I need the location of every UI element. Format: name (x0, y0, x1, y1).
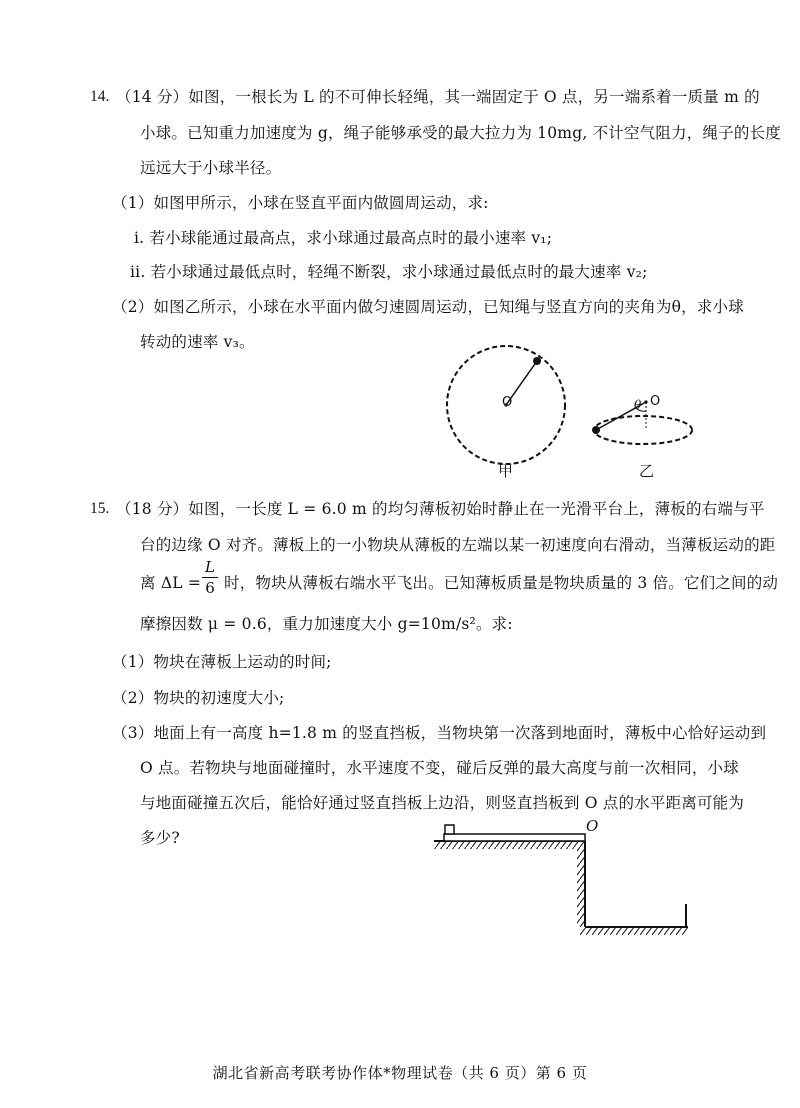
q14-number: 14. (90, 88, 110, 105)
small-block (445, 825, 454, 834)
jia-center-label: O (502, 395, 513, 410)
q14-part2-line1: （2）如图乙所示，小球在水平面内做匀速圆周运动，已知绳与竖直方向的夹角为θ，求小球 (112, 298, 744, 316)
fraction-numerator: L (205, 558, 215, 576)
yi-ellipse-path (594, 416, 692, 444)
q15-part3-line2: O 点。若物块与地面碰撞时，水平速度不变，碰后反弹的最大高度与前一次相同，小球 (140, 759, 739, 777)
q14-part2-line2: 转动的速率 v₃。 (140, 333, 255, 351)
page-footer: 湖北省新高考联考协作体*物理试卷（共 6 页）第 6 页 (212, 1064, 588, 1082)
q15-part1: （1）物块在薄板上运动的时间; (112, 653, 332, 671)
q15-part3-line4: 多少? (140, 829, 180, 847)
q14-stem-line2: 小球。已知重力加速度为 g，绳子能够承受的最大拉力为 10mg, 不计空气阻力，绳子的长度 (140, 124, 781, 142)
wall-hatch (577, 849, 585, 927)
jia-caption: 甲 (498, 462, 514, 480)
q14-stem-line1: （14 分）如图，一根长为 L 的不可伸长轻绳，其一端固定于 O 点，另一端系着一质量 m 的 (116, 88, 760, 106)
q14-part1: （1）如图甲所示，小球在竖直平面内做圆周运动，求: (112, 194, 489, 212)
fraction-bar (202, 577, 218, 578)
q14-part1-ii: ii. 若小球通过最低点时，轻绳不断裂，求小球通过最低点时的最大速率 v₂; (130, 263, 648, 281)
fraction-denominator: 6 (205, 579, 215, 597)
q15-part2: （2）物块的初速度大小; (112, 689, 285, 707)
platform-hatch (434, 842, 585, 849)
yi-point-label: O (650, 394, 661, 409)
q14-figures (440, 345, 700, 485)
q15-part3-line3: 与地面碰撞五次后，能恰好通过竖直挡板上边沿，则竖直挡板到 O 点的水平距离可能为 (140, 794, 745, 812)
q15-stem-line1: （18 分）如图，一长度 L = 6.0 m 的均匀薄板初始时静止在一光滑平台上，薄板的右端与平 (116, 500, 765, 518)
yi-caption: 乙 (639, 462, 655, 480)
q15-point-o-label: O (586, 817, 599, 835)
q14-part1-i: i. 若小球能通过最高点，求小球通过最高点时的最小速率 v₁; (134, 229, 553, 247)
thin-plank (444, 834, 585, 841)
q14-stem-line3: 远远大于小球半径。 (140, 159, 282, 177)
yi-ball (592, 426, 600, 434)
q15-figure (430, 815, 700, 940)
q15-stem-line3-post: 时，物块从薄板右端水平飞出。已知薄板质量是物块质量的 3 倍。它们之间的动 (224, 574, 779, 592)
q15-stem-line3-pre: 离 ΔL = (140, 574, 202, 592)
ground-hatch (580, 928, 688, 935)
yi-pivot (644, 400, 647, 403)
q15-stem-line4: 摩擦因数 μ = 0.6，重力加速度大小 g=10m/s²。求: (140, 615, 513, 633)
q15-fraction (202, 558, 218, 597)
yi-angle-label: θ (634, 398, 642, 412)
q15-number: 15. (90, 500, 110, 517)
q15-part3-line1: （3）地面上有一高度 h=1.8 m 的竖直挡板，当物块第一次落到地面时，薄板中心恰好运动到 (112, 724, 767, 742)
q15-stem-line2: 台的边缘 O 对齐。薄板上的一小物块从薄板的左端以某一初速度向右滑动，当薄板运动的距 (140, 536, 776, 554)
figure-yi (592, 400, 692, 444)
jia-ball (533, 357, 541, 365)
